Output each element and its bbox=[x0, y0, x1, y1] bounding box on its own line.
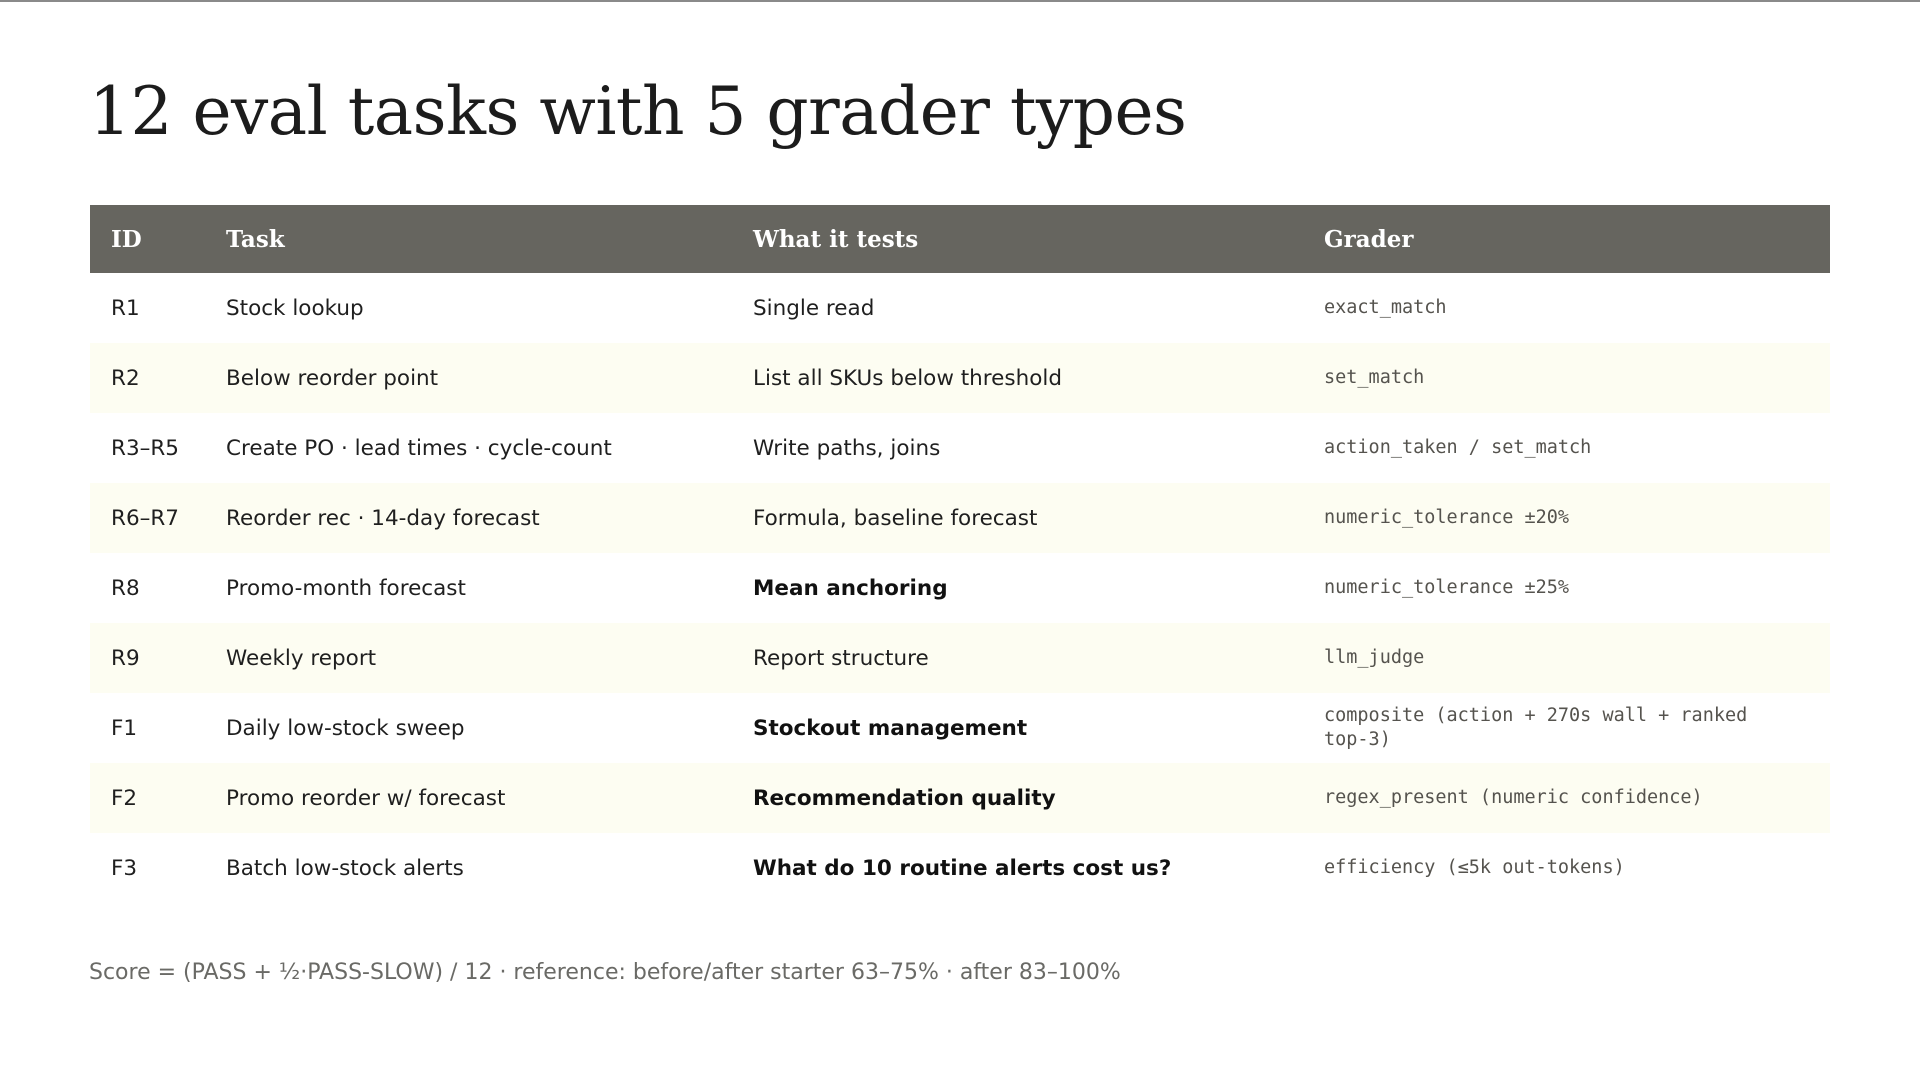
cell-task: Promo reorder w/ forecast bbox=[226, 785, 506, 811]
table-row bbox=[90, 833, 1830, 903]
table-row bbox=[90, 693, 1830, 763]
cell-what-it-tests: List all SKUs below threshold bbox=[753, 365, 1062, 391]
cell-id: R8 bbox=[111, 575, 140, 601]
cell-id: R9 bbox=[111, 645, 140, 671]
cell-what-it-tests: Mean anchoring bbox=[753, 575, 948, 601]
table-row bbox=[90, 343, 1830, 413]
top-divider bbox=[0, 0, 1920, 2]
cell-id: F1 bbox=[111, 715, 138, 741]
cell-grader: numeric_tolerance ±25% bbox=[1324, 577, 1570, 598]
score-footnote: Score = (PASS + ½·PASS-SLOW) / 12 · reference: before/after starter 63–75% · after 83–100% bbox=[89, 960, 1121, 985]
eval-tasks-table bbox=[90, 205, 1830, 903]
cell-task: Reorder rec · 14-day forecast bbox=[226, 505, 540, 531]
cell-what-it-tests: What do 10 routine alerts cost us? bbox=[753, 855, 1172, 881]
table-header-row bbox=[90, 205, 1830, 273]
cell-task: Stock lookup bbox=[226, 295, 364, 321]
cell-id: F2 bbox=[111, 785, 138, 811]
table-row bbox=[90, 763, 1830, 833]
cell-what-it-tests: Single read bbox=[753, 295, 875, 321]
table-row bbox=[90, 623, 1830, 693]
cell-task: Weekly report bbox=[226, 645, 377, 671]
cell-grader: llm_judge bbox=[1324, 647, 1425, 668]
table-row bbox=[90, 273, 1830, 343]
cell-grader: set_match bbox=[1324, 367, 1425, 388]
cell-task: Batch low-stock alerts bbox=[226, 855, 464, 881]
cell-id: R6–R7 bbox=[111, 505, 179, 531]
cell-grader: composite (action + 270s wall + ranked top-3) bbox=[1324, 705, 1748, 750]
cell-task: Promo-month forecast bbox=[226, 575, 466, 601]
cell-grader: exact_match bbox=[1324, 297, 1447, 318]
cell-what-it-tests: Stockout management bbox=[753, 715, 1028, 741]
table-body bbox=[90, 273, 1830, 903]
table-row bbox=[90, 483, 1830, 553]
cell-grader: numeric_tolerance ±20% bbox=[1324, 507, 1570, 528]
table-row bbox=[90, 553, 1830, 623]
cell-what-it-tests: Report structure bbox=[753, 645, 929, 671]
cell-what-it-tests: Write paths, joins bbox=[753, 435, 941, 461]
header-grader: Grader bbox=[1324, 225, 1414, 253]
cell-task: Below reorder point bbox=[226, 365, 439, 391]
header-id: ID bbox=[111, 225, 142, 253]
cell-what-it-tests: Recommendation quality bbox=[753, 785, 1056, 811]
cell-task: Daily low-stock sweep bbox=[226, 715, 465, 741]
table-row bbox=[90, 413, 1830, 483]
cell-grader: efficiency (≤5k out-tokens) bbox=[1324, 857, 1625, 878]
slide-title: 12 eval tasks with 5 grader types bbox=[89, 73, 1187, 150]
cell-grader: action_taken / set_match bbox=[1324, 437, 1592, 458]
cell-what-it-tests: Formula, baseline forecast bbox=[753, 505, 1038, 531]
cell-id: R1 bbox=[111, 295, 140, 321]
header-task: Task bbox=[226, 225, 285, 253]
cell-grader: regex_present (numeric confidence) bbox=[1324, 787, 1703, 808]
cell-id: R3–R5 bbox=[111, 435, 179, 461]
header-what-it-tests: What it tests bbox=[753, 225, 919, 253]
cell-id: R2 bbox=[111, 365, 140, 391]
cell-task: Create PO · lead times · cycle-count bbox=[226, 435, 612, 461]
cell-id: F3 bbox=[111, 855, 138, 881]
